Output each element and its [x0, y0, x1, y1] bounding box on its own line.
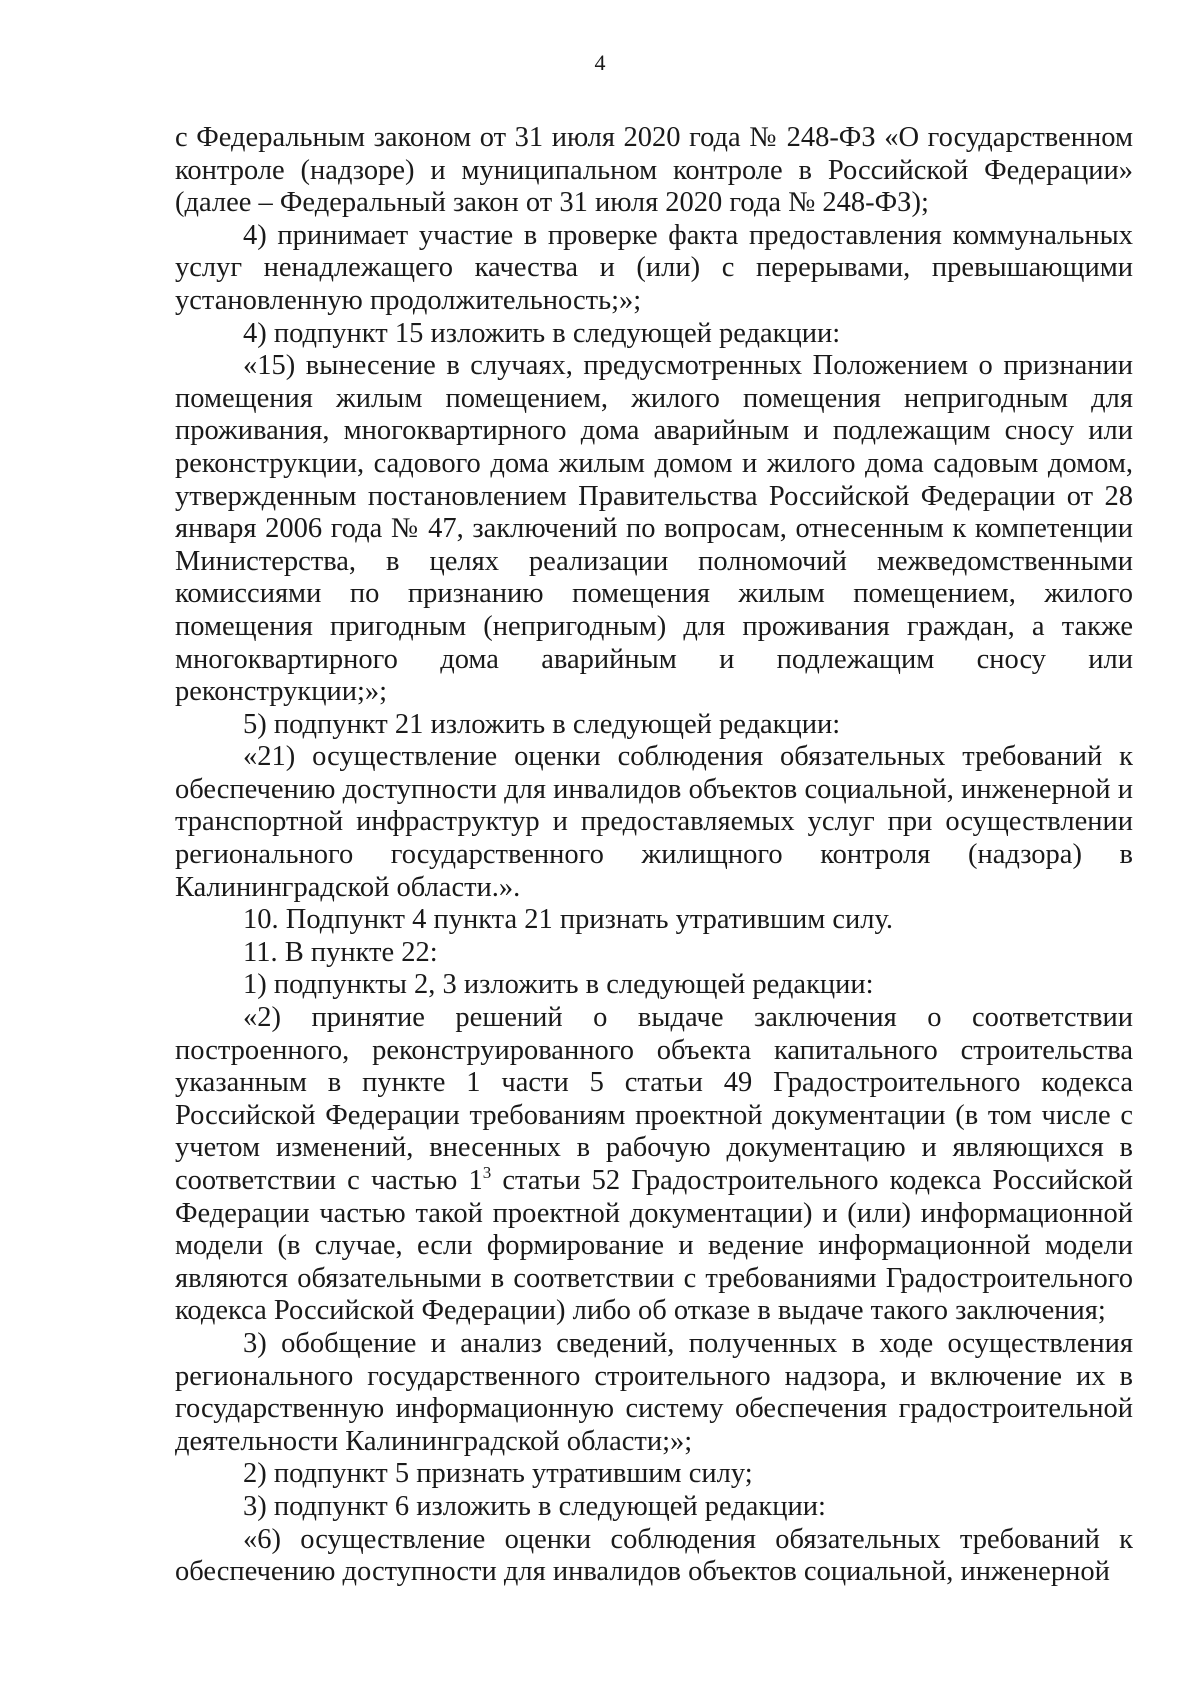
paragraph: 11. В пункте 22:	[243, 936, 438, 968]
paragraph: «6) осуществление оценки соблюдения обязательных требований к обеспечению доступности для инвалидов объектов социальной, инженерной	[175, 1523, 1133, 1588]
paragraph: 4) принимает участие в проверке факта предоставления коммунальных услуг ненадлежащего качества и (или) с перерывами, превышающими установленную продолжительность;»;	[175, 219, 1133, 316]
paragraph: 5) подпункт 21 изложить в следующей редакции:	[243, 708, 841, 740]
superscript: 3	[482, 1163, 492, 1182]
paragraph-with-superscript	[175, 1002, 1133, 1328]
paragraph: 1) подпункты 2, 3 изложить в следующей редакции:	[243, 969, 874, 1001]
paragraph: «15) вынесение в случаях, предусмотренных Положением о признании помещения жилым помещением, жилого помещения непригодным для проживания, многоквартирного дома аварийным и подлежащим сносу или реконструкции, садового дома жилым домом и жилого дома садовым домом, утвержденным постановлением Правительства Российской Федерации от 28 января 2006 года № 47, заключений по вопросам, отнесенным к компетенции Министерства, в целях реализации полномочий межведомственными комиссиями по признанию помещения жилым помещением, жилого помещения пригодным (непригодным) для проживания граждан, а также многоквартирного дома аварийным и подлежащим сносу или реконструкции;»;	[175, 350, 1133, 708]
paragraph: 3) подпункт 6 изложить в следующей редакции:	[243, 1490, 826, 1522]
paragraph: 10. Подпункт 4 пункта 21 признать утратившим силу.	[243, 904, 894, 936]
paragraph: 3) обобщение и анализ сведений, полученных в ходе осуществления регионального государственного строительного надзора, и включение их в государственную информационную систему обеспечения градостроительной деятельности Калининградской области;»;	[175, 1327, 1133, 1457]
document-body	[175, 122, 1133, 1589]
paragraph: «21) осуществление оценки соблюдения обязательных требований к обеспечению доступности для инвалидов объектов социальной, инженерной и транспортной инфраструктур и предоставляемых услуг при осуществлении регионального государственного жилищного контроля (надзора) в Калининградской области.».	[175, 741, 1133, 903]
text-run: «2) принятие решений о выдаче заключения о соответствии построенного, реконструированного объекта капитального строительства указанным в пункте 1 части 5 статьи 49 Градостроительного кодекса Российской Федерации требованиям проектной документации (в том числе с учетом изменений, внесенных в рабочую документацию и являющихся в соответствии с частью 1	[175, 1002, 1133, 1196]
page-number: 4	[594, 50, 606, 75]
paragraph: 2) подпункт 5 признать утратившим силу;	[243, 1458, 753, 1490]
paragraph: с Федеральным законом от 31 июля 2020 года № 248-ФЗ «О государственном контроле (надзоре) и муниципальном контроле в Российской Федерации» (далее – Федеральный закон от 31 июля 2020 года № 248-ФЗ);	[175, 122, 1133, 219]
text-run: статьи 52 Градостроительного кодекса Российской Федерации частью такой проектной документации) и (или) информационной модели (в случае, если формирование и ведение информационной модели являются обязательными в соответствии с требованиями Градостроительного кодекса Российской Федерации) либо об отказе в выдаче такого заключения;	[175, 1165, 1134, 1327]
paragraph: 4) подпункт 15 изложить в следующей редакции:	[243, 317, 841, 349]
